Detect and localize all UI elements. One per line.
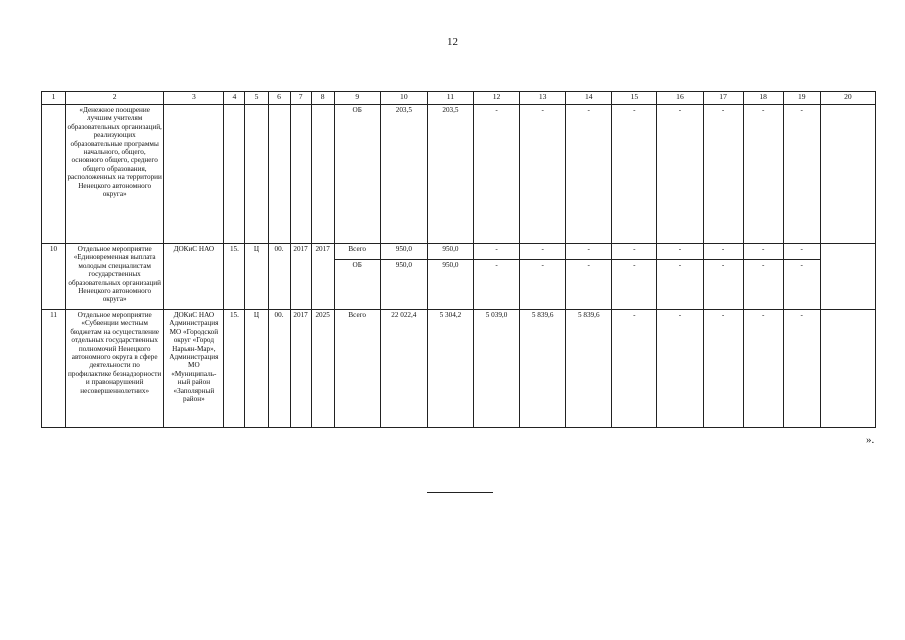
value-cell: - (520, 105, 566, 244)
header-cell: 6 (268, 92, 290, 105)
value-cell: - (783, 244, 820, 260)
value-cell: 950,0 (380, 260, 427, 310)
value-cell: - (566, 105, 612, 244)
value-cell: 203,5 (427, 105, 473, 244)
separator-line (427, 492, 493, 493)
value-cell: 22 022,4 (380, 310, 427, 428)
code-cell: 15. (224, 244, 245, 310)
value-cell: - (612, 244, 657, 260)
value-cell: - (657, 310, 703, 428)
code-cell: 00. (268, 310, 290, 428)
measure-description: «Денежное поощрение лучшим учителям образовательных организаций, реализующих образовательные программы начального, общего, основного общего, среднего общего образования, расположенных на территории Ненецкого автономного округа» (66, 105, 164, 244)
value-cell: - (566, 260, 612, 310)
year-end: 2025 (311, 310, 334, 428)
value-cell: - (473, 244, 519, 260)
year-start: 2017 (290, 310, 311, 428)
value-cell: 5 839,6 (566, 310, 612, 428)
header-cell: 10 (380, 92, 427, 105)
value-cell: - (743, 260, 783, 310)
table-row (42, 244, 876, 260)
table-row (42, 310, 876, 428)
value-cell: - (703, 260, 743, 310)
header-cell: 2 (66, 92, 164, 105)
value-cell: 5 039,0 (473, 310, 519, 428)
header-cell: 8 (311, 92, 334, 105)
value-cell: 5 839,6 (520, 310, 566, 428)
value-cell: - (703, 310, 743, 428)
value-cell: - (566, 244, 612, 260)
year-end: 2017 (311, 244, 334, 310)
header-cell: 12 (473, 92, 519, 105)
header-cell: 1 (42, 92, 66, 105)
program-table (41, 91, 876, 428)
code-cell: 15. (224, 310, 245, 428)
page-number: 12 (447, 36, 458, 48)
value-cell: - (783, 310, 820, 428)
row-number: 11 (42, 310, 66, 428)
code-cell: 00. (268, 244, 290, 310)
header-cell: 18 (743, 92, 783, 105)
row-number: 10 (42, 244, 66, 310)
value-cell: - (783, 105, 820, 244)
value-cell: - (473, 105, 519, 244)
executor: ДОКиС НАО Администрация МО «Городской округ «Город Нарьян-Мар», Администрация МО «Муниципаль-ный район «Заполярный район» (164, 310, 224, 428)
value-cell: - (612, 260, 657, 310)
value-cell: - (703, 244, 743, 260)
funding-source: ОБ (334, 260, 380, 310)
header-row (42, 92, 876, 105)
table-row (42, 105, 876, 244)
value-cell: 950,0 (427, 260, 473, 310)
header-cell: 20 (820, 92, 875, 105)
value-cell: 950,0 (427, 244, 473, 260)
value-cell: - (473, 260, 519, 310)
funding-source: Всего (334, 244, 380, 260)
year-start: 2017 (290, 244, 311, 310)
value-cell: - (657, 244, 703, 260)
value-cell: - (743, 310, 783, 428)
header-cell: 7 (290, 92, 311, 105)
funding-source: ОБ (334, 105, 380, 244)
value-cell: - (743, 105, 783, 244)
value-cell: - (520, 260, 566, 310)
value-cell: - (657, 105, 703, 244)
header-cell: 19 (783, 92, 820, 105)
funding-source: Всего (334, 310, 380, 428)
header-cell: 13 (520, 92, 566, 105)
value-cell: - (657, 260, 703, 310)
measure-description: Отдельное мероприятие «Субвенции местным бюджетам на осуществление отдельных государственных полномочий Ненецкого автономного округа в сфере деятельности по профилактике безнадзорности и правонарушений несовершеннолетних» (66, 310, 164, 428)
value-cell: 950,0 (380, 244, 427, 260)
header-cell: 4 (224, 92, 245, 105)
value-cell: - (703, 105, 743, 244)
value-cell: - (743, 244, 783, 260)
code-cell: Ц (245, 244, 268, 310)
value-cell: - (612, 310, 657, 428)
value-cell: - (520, 244, 566, 260)
header-cell: 3 (164, 92, 224, 105)
measure-description: Отдельное мероприятие «Единовременная выплата молодым специалистам государственных образовательных организаций Ненецкого автономного округа» (66, 244, 164, 310)
header-cell: 14 (566, 92, 612, 105)
header-cell: 15 (612, 92, 657, 105)
closing-quote: ». (866, 434, 875, 446)
value-cell: - (612, 105, 657, 244)
header-cell: 16 (657, 92, 703, 105)
code-cell: Ц (245, 310, 268, 428)
header-cell: 11 (427, 92, 473, 105)
value-cell: 203,5 (380, 105, 427, 244)
header-cell: 9 (334, 92, 380, 105)
executor: ДОКиС НАО (164, 244, 224, 310)
header-cell: 17 (703, 92, 743, 105)
value-cell: 5 304,2 (427, 310, 473, 428)
header-cell: 5 (245, 92, 268, 105)
value-cell: - (783, 260, 820, 310)
